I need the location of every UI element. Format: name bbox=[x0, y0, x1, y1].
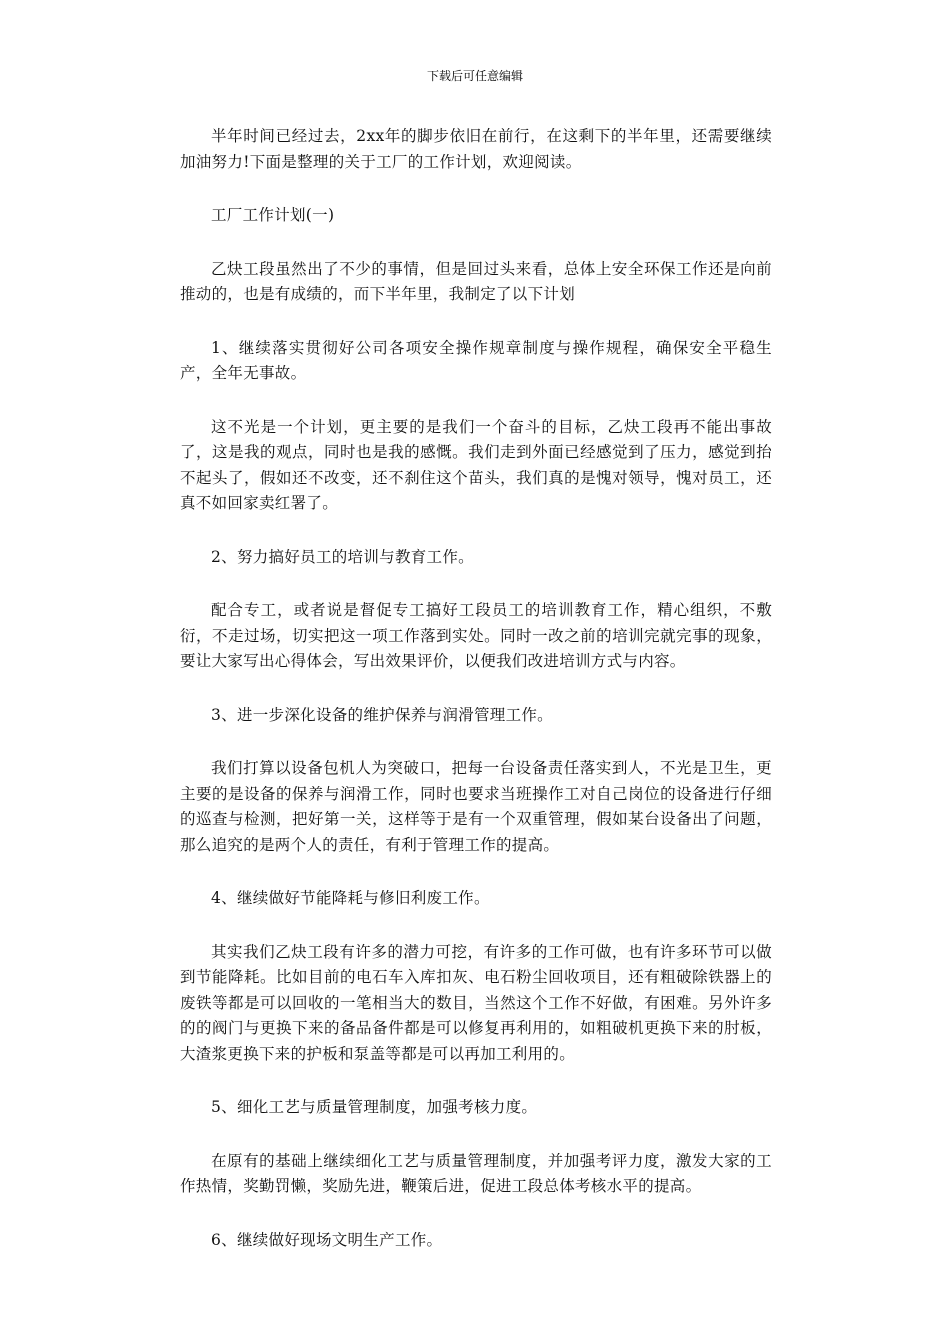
plan-item-3: 3、进一步深化设备的维护保养与润滑管理工作。 bbox=[211, 705, 553, 724]
plan-item-5: 5、细化工艺与质量管理制度，加强考核力度。 bbox=[211, 1098, 538, 1116]
body-paragraph: 配合专工，或者说是督促专工搞好工段员工的培训教育工作，精心组织，不敷衍，不走过场，切实把这一项工作落到实处。同时一改之前的培训完就完事的现象，要让大家写出心得体会，写出效果评价，以便我们改进培训方式与内容。 bbox=[180, 601, 772, 670]
body-paragraph: 乙炔工段虽然出了不少的事情，但是回过头来看，总体上安全环保工作还是向前推动的，也是有成绩的，而下半年里，我制定了以下计划 bbox=[180, 259, 772, 303]
plan-item-2: 2、努力搞好员工的培训与教育工作。 bbox=[211, 547, 474, 566]
body-paragraph: 在原有的基础上继续细化工艺与质量管理制度，并加强考评力度，激发大家的工作热情，奖勤罚懒，奖励先进，鞭策后进，促进工段总体考核水平的提高。 bbox=[180, 1151, 772, 1195]
document-body bbox=[180, 124, 772, 1281]
intro-paragraph: 半年时间已经过去，2xx年的脚步依旧在前行，在这剩下的半年里，还需要继续加油努力!下面是整理的关于工厂的工作计划，欢迎阅读。 bbox=[180, 127, 772, 171]
body-paragraph: 这不光是一个计划，更主要的是我们一个奋斗的目标，乙炔工段再不能出事故了，这是我的观点，同时也是我的感慨。我们走到外面已经感觉到了压力，感觉到抬不起头了，假如还不改变，还不刹住这个苗头，我们真的是愧对领导，愧对员工，还真不如回家卖红署了。 bbox=[180, 417, 772, 512]
section-title: 工厂工作计划(一) bbox=[211, 206, 335, 224]
body-paragraph: 其实我们乙炔工段有许多的潜力可挖，有许多的工作可做，也有许多环节可以做到节能降耗。比如目前的电石车入库扣灰、电石粉尘回收项目，还有粗破除铁器上的废铁等都是可以回收的一笔相当大的数目，当然这个工作不好做，有困难。另外许多的的阀门与更换下来的备品备件都是可以修复再利用的，如粗破机更换下来的肘板，大渣浆更换下来的护板和泵盖等都是可以再加工利用的。 bbox=[180, 942, 772, 1063]
plan-item-1: 1、继续落实贯彻好公司各项安全操作规章制度与操作规程，确保安全平稳生产，全年无事故。 bbox=[180, 338, 772, 382]
body-paragraph: 我们打算以设备包机人为突破口，把每一台设备责任落实到人，不光是卫生，更主要的是设备的保养与润滑工作，同时也要求当班操作工对自己岗位的设备进行仔细的巡查与检测，把好第一关，这样等于是有一个双重管理，假如某台设备出了问题，那么追究的是两个人的责任，有利于管理工作的提高。 bbox=[180, 759, 772, 854]
plan-item-6: 6、继续做好现场文明生产工作。 bbox=[211, 1230, 443, 1249]
plan-item-4: 4、继续做好节能降耗与修旧利废工作。 bbox=[211, 889, 490, 907]
page-header: 下载后可任意编辑 bbox=[426, 69, 523, 83]
